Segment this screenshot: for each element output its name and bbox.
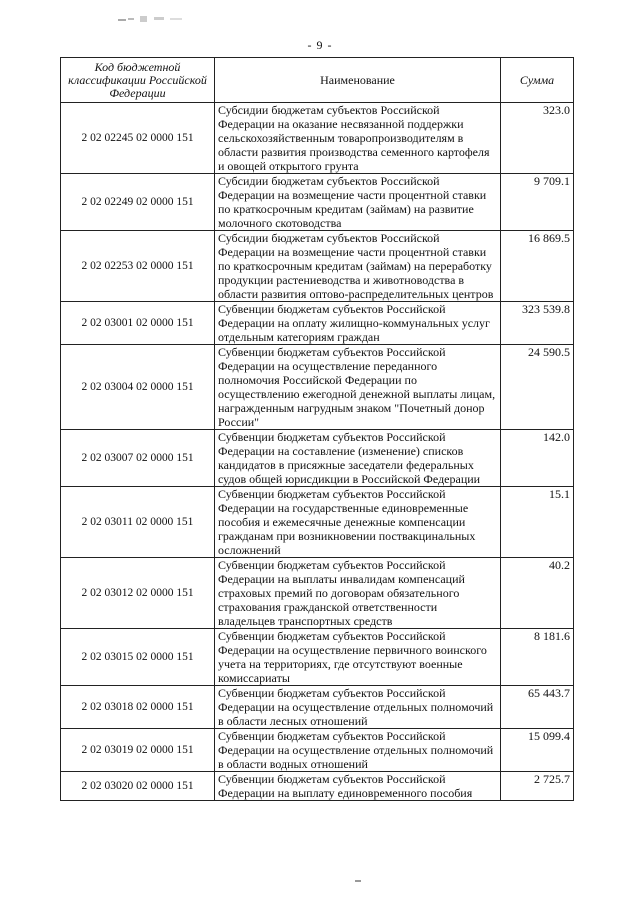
row-sum: 24 590.5 bbox=[501, 345, 574, 430]
row-sum: 323.0 bbox=[501, 103, 574, 174]
row-code: 2 02 03007 02 0000 151 bbox=[61, 430, 215, 487]
row-sum: 40.2 bbox=[501, 558, 574, 629]
row-name: Субсидии бюджетам субъектов Российской Федерации на оказание несвязанной поддержки сельскохозяйственным товаропроизводителям в области развития производства семенного картофеля и овощей открытого грунта bbox=[215, 103, 501, 174]
table-row bbox=[61, 629, 574, 686]
table-row bbox=[61, 686, 574, 729]
row-name: Субвенции бюджетам субъектов Российской Федерации на осуществление отдельных полномочий в области водных отношений bbox=[215, 729, 501, 772]
budget-classification-table bbox=[60, 57, 574, 801]
table-row bbox=[61, 430, 574, 487]
scan-artifact-bottom bbox=[355, 880, 361, 882]
row-name: Субвенции бюджетам субъектов Российской Федерации на выплаты инвалидам компенсаций страховых премий по договорам обязательного страхования гражданской ответственности владельцев транспортных средств bbox=[215, 558, 501, 629]
row-name: Субвенции бюджетам субъектов Российской Федерации на государственные единовременные пособия и ежемесячные денежные компенсации гражданам при возникновении поствакцинальных осложнений bbox=[215, 487, 501, 558]
row-name: Субсидии бюджетам субъектов Российской Федерации на возмещение части процентной ставки по краткосрочным кредитам (займам) на развитие молочного скотоводства bbox=[215, 174, 501, 231]
row-name: Субвенции бюджетам субъектов Российской Федерации на составление (изменение) списков кандидатов в присяжные заседатели федеральных судов общей юрисдикции в Российской Федерации bbox=[215, 430, 501, 487]
table-row bbox=[61, 302, 574, 345]
row-code: 2 02 03001 02 0000 151 bbox=[61, 302, 215, 345]
row-code: 2 02 02253 02 0000 151 bbox=[61, 231, 215, 302]
row-sum: 15 099.4 bbox=[501, 729, 574, 772]
table-row bbox=[61, 772, 574, 801]
row-name: Субвенции бюджетам субъектов Российской Федерации на оплату жилищно-коммунальных услуг отдельным категориям граждан bbox=[215, 302, 501, 345]
row-code: 2 02 02245 02 0000 151 bbox=[61, 103, 215, 174]
row-code: 2 02 03019 02 0000 151 bbox=[61, 729, 215, 772]
row-code: 2 02 02249 02 0000 151 bbox=[61, 174, 215, 231]
table-row bbox=[61, 487, 574, 558]
table-row bbox=[61, 558, 574, 629]
row-code: 2 02 03015 02 0000 151 bbox=[61, 629, 215, 686]
header-name: Наименование bbox=[215, 58, 501, 103]
row-code: 2 02 03018 02 0000 151 bbox=[61, 686, 215, 729]
row-code: 2 02 03020 02 0000 151 bbox=[61, 772, 215, 801]
table-row bbox=[61, 231, 574, 302]
row-name: Субсидии бюджетам субъектов Российской Федерации на возмещение части процентной ставки по краткосрочным кредитам (займам) на переработку продукции растениеводства и животноводства в области развития оптово-распределительных центров bbox=[215, 231, 501, 302]
page-number: - 9 - bbox=[307, 38, 333, 52]
header-code: Код бюджетной классификации Российской Федерации bbox=[61, 58, 215, 103]
row-name: Субвенции бюджетам субъектов Российской Федерации на осуществление первичного воинского учета на территориях, где отсутствуют военные комиссариаты bbox=[215, 629, 501, 686]
row-sum: 9 709.1 bbox=[501, 174, 574, 231]
row-sum: 142.0 bbox=[501, 430, 574, 487]
row-code: 2 02 03012 02 0000 151 bbox=[61, 558, 215, 629]
row-sum: 323 539.8 bbox=[501, 302, 574, 345]
row-name: Субвенции бюджетам субъектов Российской Федерации на осуществление отдельных полномочий в области лесных отношений bbox=[215, 686, 501, 729]
table-header-row bbox=[61, 58, 574, 103]
table-row bbox=[61, 345, 574, 430]
row-code: 2 02 03011 02 0000 151 bbox=[61, 487, 215, 558]
table-row bbox=[61, 103, 574, 174]
row-sum: 16 869.5 bbox=[501, 231, 574, 302]
row-sum: 8 181.6 bbox=[501, 629, 574, 686]
row-sum: 65 443.7 bbox=[501, 686, 574, 729]
row-code: 2 02 03004 02 0000 151 bbox=[61, 345, 215, 430]
table-row bbox=[61, 729, 574, 772]
header-sum: Сумма bbox=[501, 58, 574, 103]
scan-artifact bbox=[118, 14, 190, 24]
row-sum: 2 725.7 bbox=[501, 772, 574, 801]
row-sum: 15.1 bbox=[501, 487, 574, 558]
row-name: Субвенции бюджетам субъектов Российской Федерации на осуществление переданного полномочия Российской Федерации по осуществлению ежегодной денежной выплаты лицам, награжденным нагрудным знаком "Почетный донор России" bbox=[215, 345, 501, 430]
table-row bbox=[61, 174, 574, 231]
row-name: Субвенции бюджетам субъектов Российской Федерации на выплату единовременного пособия bbox=[215, 772, 501, 801]
